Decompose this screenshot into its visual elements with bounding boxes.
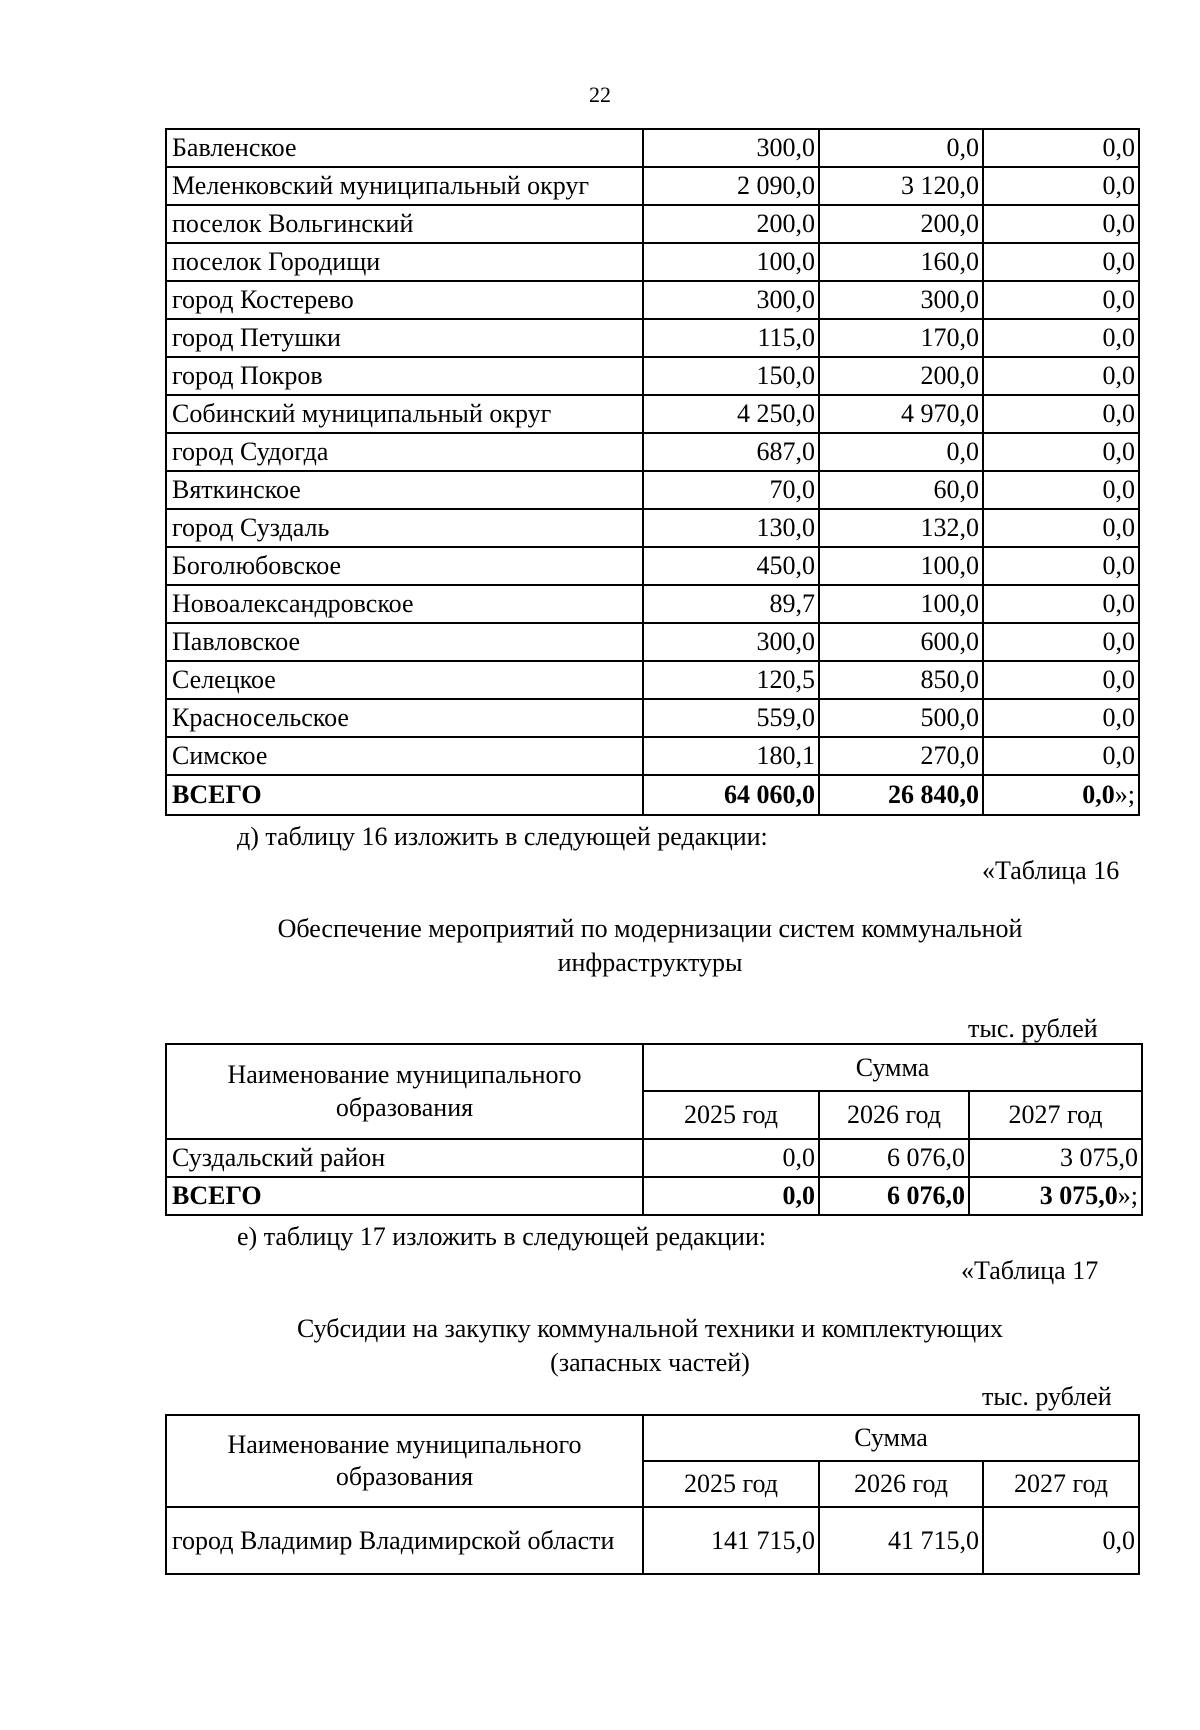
row-value-2027: 0,0 <box>983 661 1139 699</box>
table17-header-name: Наименование муниципального образования <box>166 1415 643 1507</box>
table-row <box>166 699 1139 737</box>
table-row <box>166 281 1139 319</box>
row-value-2027: 0,0 <box>983 357 1139 395</box>
table-row-total <box>166 1177 1142 1215</box>
table17-header-sum: Сумма <box>643 1415 1139 1461</box>
table17-row-2027: 0,0 <box>983 1507 1139 1574</box>
row-name: Собинский муниципальный округ <box>166 395 643 433</box>
row-name: город Суздаль <box>166 509 643 547</box>
table16-header-2026: 2026 год <box>819 1091 969 1139</box>
row-value-2026: 170,0 <box>819 319 983 357</box>
row-value-2026: 0,0 <box>819 433 983 471</box>
table-row <box>166 357 1139 395</box>
row-value-2025: 120,5 <box>643 661 819 699</box>
table16-total-2026: 6 076,0 <box>819 1177 969 1215</box>
table-row <box>166 509 1139 547</box>
row-value-2027: 0,0 <box>983 547 1139 585</box>
total-suffix: »; <box>1114 780 1135 810</box>
row-value-2025: 450,0 <box>643 547 819 585</box>
instruction-e: е) таблицу 17 изложить в следующей редакции: <box>237 1222 767 1251</box>
table-row <box>166 737 1139 775</box>
table-row <box>166 661 1139 699</box>
row-value-2026: 200,0 <box>819 205 983 243</box>
row-value-2026: 850,0 <box>819 661 983 699</box>
table16-row-2025: 0,0 <box>643 1139 819 1177</box>
row-name: Вяткинское <box>166 471 643 509</box>
row-value-2025: 4 250,0 <box>643 395 819 433</box>
table16-row-2027: 3 075,0 <box>969 1139 1142 1177</box>
row-value-2026: 3 120,0 <box>819 167 983 205</box>
total-2025: 64 060,0 <box>643 775 819 815</box>
row-value-2026: 500,0 <box>819 699 983 737</box>
row-name: Новоалександровское <box>166 585 643 623</box>
row-value-2027: 0,0 <box>983 243 1139 281</box>
table16-row-2026: 6 076,0 <box>819 1139 969 1177</box>
row-value-2026: 0,0 <box>819 129 983 167</box>
row-value-2027: 0,0 <box>983 167 1139 205</box>
row-value-2026: 100,0 <box>819 547 983 585</box>
row-name: Павловское <box>166 623 643 661</box>
table-row <box>166 243 1139 281</box>
row-value-2025: 559,0 <box>643 699 819 737</box>
row-value-2025: 130,0 <box>643 509 819 547</box>
table16-total-2027-value: 3 075,0 <box>1039 1181 1118 1211</box>
row-name: Меленковский муниципальный округ <box>166 167 643 205</box>
table-row <box>166 205 1139 243</box>
table-row <box>166 129 1139 167</box>
table16-header-2027: 2027 год <box>969 1091 1142 1139</box>
table-row <box>166 547 1139 585</box>
table16-total-suffix: »; <box>1117 1181 1139 1211</box>
table17-title-line2: (запасных частей) <box>550 1348 750 1377</box>
table17-header-2027: 2027 год <box>983 1461 1139 1507</box>
row-value-2026: 160,0 <box>819 243 983 281</box>
row-name: Красносельское <box>166 699 643 737</box>
table16-title-line2: инфраструктуры <box>557 948 743 977</box>
table17-units: тыс. рублей <box>982 1382 1112 1411</box>
total-2027 <box>983 775 1139 815</box>
row-value-2025: 300,0 <box>643 129 819 167</box>
row-value-2025: 200,0 <box>643 205 819 243</box>
row-value-2025: 300,0 <box>643 623 819 661</box>
table17 <box>165 1414 1140 1575</box>
table-row <box>166 319 1139 357</box>
table17-header-2026: 2026 год <box>819 1461 983 1507</box>
row-value-2026: 4 970,0 <box>819 395 983 433</box>
row-value-2026: 600,0 <box>819 623 983 661</box>
row-value-2027: 0,0 <box>983 699 1139 737</box>
table17-row-2026: 41 715,0 <box>819 1507 983 1574</box>
row-value-2026: 100,0 <box>819 585 983 623</box>
table16-title-line1: Обеспечение мероприятий по модернизации систем коммунальной <box>277 914 1023 943</box>
row-name: город Судогда <box>166 433 643 471</box>
table-row <box>166 433 1139 471</box>
row-name: город Петушки <box>166 319 643 357</box>
row-value-2026: 132,0 <box>819 509 983 547</box>
table17-row-2025: 141 715,0 <box>643 1507 819 1574</box>
table16-units: тыс. рублей <box>968 1014 1098 1043</box>
row-value-2027: 0,0 <box>983 509 1139 547</box>
table-row <box>166 471 1139 509</box>
row-value-2027: 0,0 <box>983 395 1139 433</box>
row-value-2025: 115,0 <box>643 319 819 357</box>
table-row <box>166 167 1139 205</box>
table-row <box>166 623 1139 661</box>
table16-total-2027 <box>969 1177 1142 1215</box>
row-name: Боголюбовское <box>166 547 643 585</box>
table-row <box>166 395 1139 433</box>
row-value-2027: 0,0 <box>983 585 1139 623</box>
row-value-2026: 270,0 <box>819 737 983 775</box>
table16-header-sum: Сумма <box>643 1044 1142 1091</box>
row-name: Бавленское <box>166 129 643 167</box>
table17-header-2025: 2025 год <box>643 1461 819 1507</box>
row-value-2027: 0,0 <box>983 471 1139 509</box>
table-row <box>166 1139 1142 1177</box>
row-value-2025: 687,0 <box>643 433 819 471</box>
row-name: город Костерево <box>166 281 643 319</box>
row-value-2027: 0,0 <box>983 433 1139 471</box>
row-value-2025: 100,0 <box>643 243 819 281</box>
row-value-2025: 180,1 <box>643 737 819 775</box>
table16-label: «Таблица 16 <box>982 856 1120 885</box>
page-number: 22 <box>589 82 611 107</box>
row-value-2025: 150,0 <box>643 357 819 395</box>
total-name: ВСЕГО <box>166 775 643 815</box>
row-name: Селецкое <box>166 661 643 699</box>
row-value-2027: 0,0 <box>983 281 1139 319</box>
table-row <box>166 1507 1139 1574</box>
table16 <box>165 1043 1143 1216</box>
row-value-2026: 300,0 <box>819 281 983 319</box>
table17-row-name: город Владимир Владимирской области <box>166 1507 643 1574</box>
table16-header-2025: 2025 год <box>643 1091 819 1139</box>
subsidy-table-continuation <box>165 128 1140 816</box>
total-2026: 26 840,0 <box>819 775 983 815</box>
row-value-2026: 60,0 <box>819 471 983 509</box>
row-value-2027: 0,0 <box>983 129 1139 167</box>
row-name: город Покров <box>166 357 643 395</box>
table16-header-name: Наименование муниципального образования <box>166 1044 643 1139</box>
row-value-2025: 300,0 <box>643 281 819 319</box>
row-value-2027: 0,0 <box>983 205 1139 243</box>
table17-label: «Таблица 17 <box>961 1256 1099 1285</box>
row-name: поселок Городищи <box>166 243 643 281</box>
table-row-total <box>166 775 1139 815</box>
row-value-2027: 0,0 <box>983 623 1139 661</box>
table16-total-name: ВСЕГО <box>166 1177 643 1215</box>
total-2027-value: 0,0 <box>1082 780 1115 810</box>
instruction-d: д) таблицу 16 изложить в следующей редакции: <box>237 822 768 851</box>
row-value-2026: 200,0 <box>819 357 983 395</box>
row-value-2025: 70,0 <box>643 471 819 509</box>
row-name: Симское <box>166 737 643 775</box>
table17-title-line1: Субсидии на закупку коммунальной техники и комплектующих <box>296 1314 1004 1343</box>
row-value-2027: 0,0 <box>983 737 1139 775</box>
table16-row-name: Суздальский район <box>166 1139 643 1177</box>
row-value-2025: 2 090,0 <box>643 167 819 205</box>
row-name: поселок Вольгинский <box>166 205 643 243</box>
row-value-2025: 89,7 <box>643 585 819 623</box>
table16-total-2025: 0,0 <box>643 1177 819 1215</box>
row-value-2027: 0,0 <box>983 319 1139 357</box>
table-row <box>166 585 1139 623</box>
